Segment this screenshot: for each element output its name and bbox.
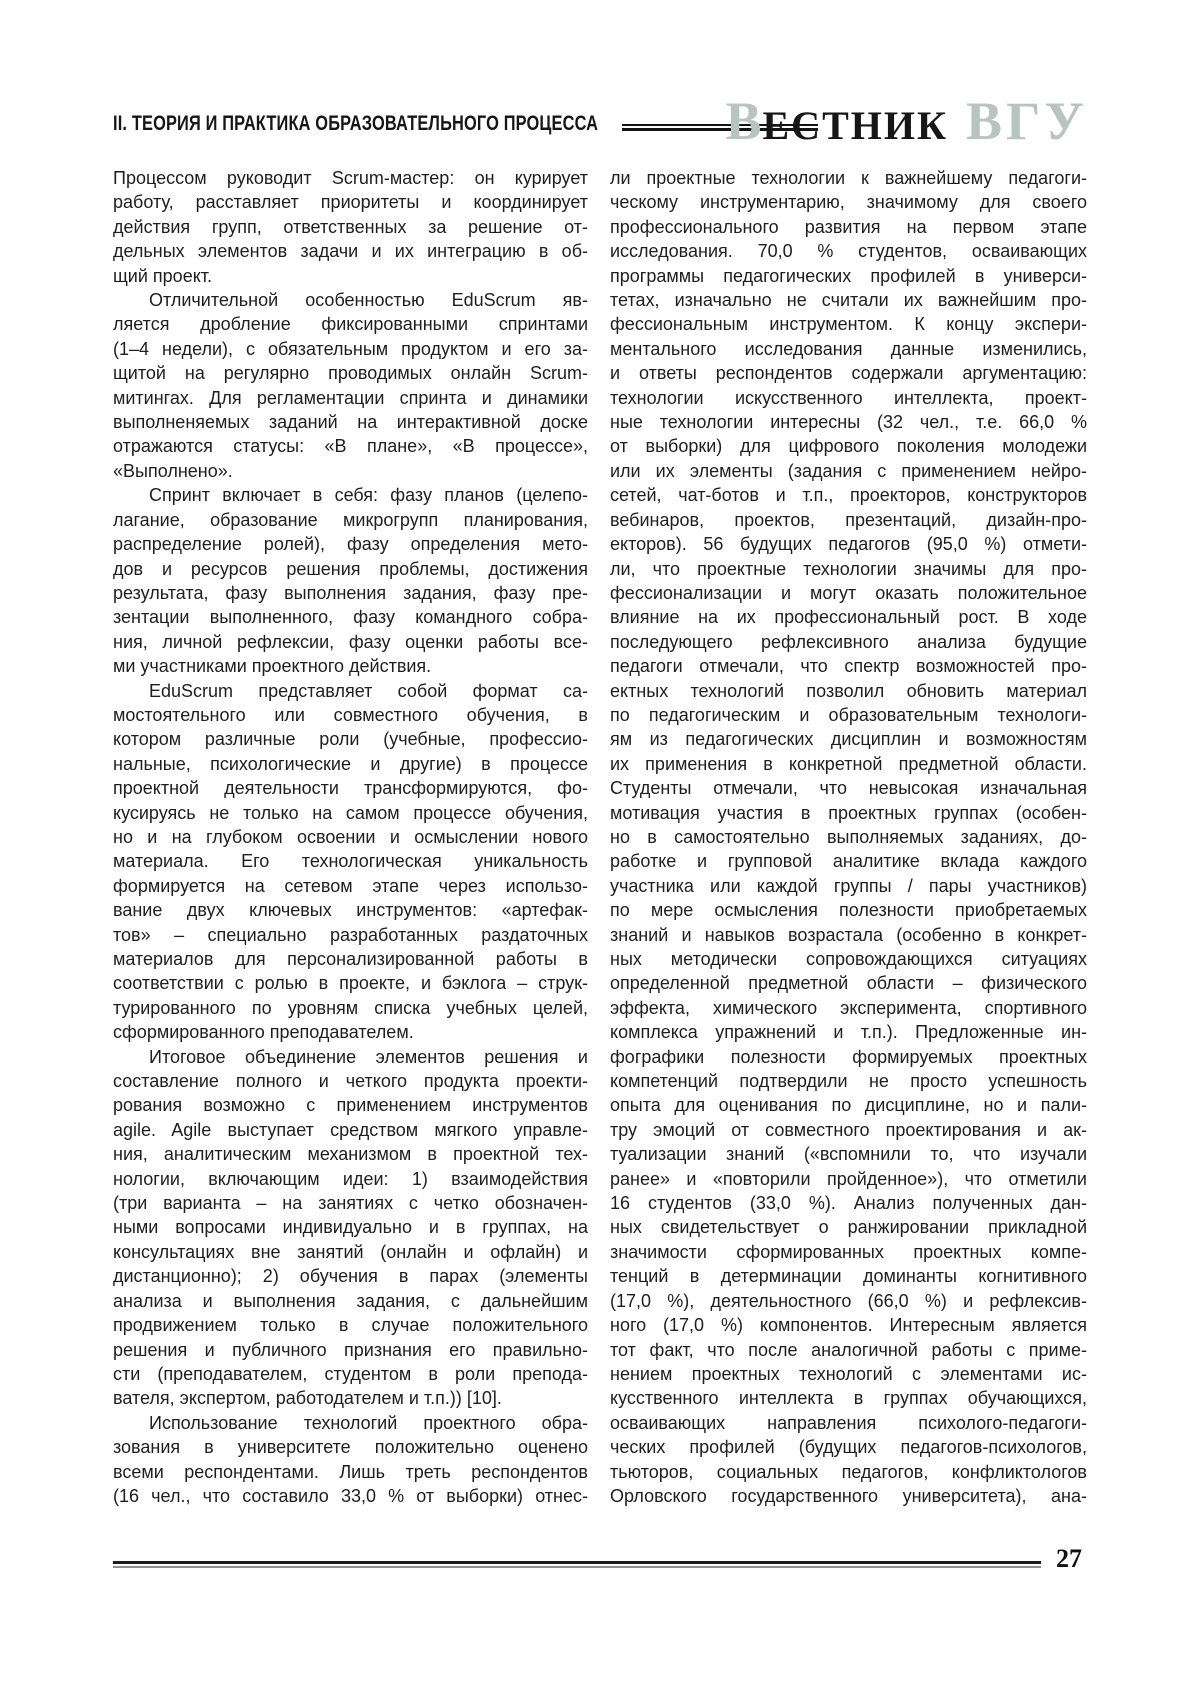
text-line: вебинаров, проектов, презентаций, дизайн-про- — [610, 509, 1087, 530]
text-line: сформированного преподавателем. — [113, 1022, 414, 1043]
text-line: решения и публичного признания его правильно- — [113, 1339, 588, 1360]
text-line: (17,0 %), деятельностного (66,0 %) и рефлексив- — [610, 1290, 1087, 1311]
text-line: ного (17,0 %) компонентов. Интересным является — [610, 1315, 1087, 1336]
text-line: или их элементы (задания с применением нейро- — [610, 460, 1087, 481]
text-line: технологии искусственного интеллекта, проект- — [610, 387, 1087, 408]
text-line: кусственного интеллекта в группах обучающихся, — [610, 1388, 1087, 1409]
text-line: выполненяемых заданий на интерактивной доске — [113, 412, 588, 433]
text-line: фессиональным инструментом. К концу экспери- — [610, 314, 1087, 335]
text-line: от выборки) для цифрового поколения молодежи — [610, 436, 1087, 457]
text-line: работке и групповой аналитике вклада каждого — [610, 851, 1087, 872]
journal-logo — [725, 91, 1088, 151]
paragraph — [113, 288, 588, 483]
text-line: зования в университете положительно оценено — [113, 1437, 588, 1458]
text-line: ляется дробление фиксированными спринтами — [113, 314, 588, 335]
text-line: работу, расставляет приоритеты и координирует — [113, 192, 588, 213]
right-text-column — [610, 166, 1087, 1508]
text-line: материалов для персонализированной работы в — [113, 949, 588, 969]
text-line: agile. Agile выступает средством мягкого управле- — [113, 1119, 588, 1140]
text-line: вание двух ключевых инструментов: «артефак- — [113, 900, 588, 921]
text-line: ные технологии интересны (32 чел., т.е. 66,0 % — [610, 412, 1087, 433]
text-line: лагание, образование микрогрупп планирования, — [113, 509, 588, 530]
text-line: формируется на сетевом этапе через использо- — [113, 875, 588, 896]
text-line: продвижением только в случае положительного — [113, 1315, 588, 1336]
text-line: осваивающих направления психолого-педагоги- — [610, 1412, 1087, 1433]
logo-initial-letter: В — [725, 91, 763, 151]
section-running-title: II. ТЕОРИЯ И ПРАКТИКА ОБРАЗОВАТЕЛЬНОГО ПРОЦЕССА — [113, 112, 599, 135]
text-line: рования возможно с применением инструментов — [113, 1095, 588, 1116]
text-line: ными вопросами индивидуально и в группах, на — [113, 1217, 588, 1238]
paragraph — [113, 1045, 588, 1411]
paragraph — [113, 1411, 588, 1509]
text-line: Процессом руководит Scrum-мастер: он курирует — [113, 168, 588, 188]
text-line: «Выполнено». — [113, 460, 233, 481]
text-line: (16 чел., что составило 33,0 % от выборки) отнес- — [113, 1485, 588, 1506]
text-line: ми участниками проектного действия. — [113, 656, 432, 677]
paragraph — [113, 483, 588, 678]
text-line: результата, фазу выполнения задания, фазу пре- — [113, 582, 588, 603]
text-line: кусируясь не только на самом процессе обучения, — [113, 802, 588, 823]
text-line: ментального исследования данные изменились, — [610, 338, 1087, 359]
text-line: ния, личной рефлексии, фазу оценки работы все- — [113, 631, 588, 652]
text-line: Использование технологий проектного обра- — [149, 1412, 588, 1433]
logo-rest-letters: ЕСТНИК — [762, 103, 948, 148]
text-line: сти (преподавателем, студентом в роли препода- — [113, 1363, 588, 1384]
text-line: екторов). 56 будущих педагогов (95,0 %) отмети- — [610, 534, 1087, 555]
text-line: тьюторов, социальных педагогов, конфликтологов — [610, 1461, 1087, 1482]
text-line: проектной деятельности трансформируются, фо- — [113, 778, 588, 799]
paragraph — [610, 166, 1087, 1508]
text-line: (1–4 недели), с обязательным продуктом и его за- — [113, 338, 588, 359]
text-line: опыта для оценивания по дисциплине, но и пали- — [610, 1095, 1087, 1116]
text-line: Орловского государственного университета), ана- — [610, 1485, 1087, 1506]
text-line: ям из педагогических дисциплин и возможностям — [610, 729, 1087, 750]
text-line: знаний и навыков возрастала (особенно в конкрет- — [610, 924, 1087, 945]
text-line: анализа и выполнения задания, с дальнейшим — [113, 1290, 588, 1311]
text-line: составление полного и четкого продукта проекти- — [113, 1071, 588, 1092]
text-line: котором различные роли (учебные, профессио- — [113, 729, 588, 750]
text-line: материала. Его технологическая уникальность — [113, 851, 588, 872]
text-line: мотивация участия в проектных группах (особен- — [610, 802, 1087, 823]
text-line: программы педагогических профилей в универси- — [610, 265, 1087, 286]
text-line: ранее» и «повторили пройденное»), что отметили — [610, 1168, 1087, 1189]
text-line: тетах, изначально не считали их важнейшим про- — [610, 290, 1087, 311]
text-line: по мере осмысления полезности приобретаемых — [610, 900, 1087, 921]
text-line: митингах. Для регламентации спринта и динамики — [113, 387, 588, 408]
text-line: значимости сформированных проектных компе- — [610, 1241, 1087, 1262]
text-line: ектных технологий позволил обновить материал — [610, 680, 1087, 701]
page-number: 27 — [1056, 1544, 1082, 1573]
text-line: тов» – специально разработанных раздаточных — [113, 924, 588, 945]
text-line: тру эмоций от совместного проектирования и ак- — [610, 1119, 1087, 1140]
text-line: распределение ролей), фазу определения мето- — [113, 534, 588, 555]
left-text-column — [113, 166, 588, 1508]
text-line: определенной предметной области – физического — [610, 973, 1087, 994]
text-line: по педагогическим и образовательным технологи- — [610, 704, 1087, 725]
text-line: их применения в конкретной предметной области. — [610, 753, 1087, 774]
text-line: сетей, чат-ботов и т.п., проекторов, конструкторов — [610, 485, 1087, 506]
text-line: педагоги отмечали, что спектр возможностей про- — [610, 656, 1087, 677]
text-line: отражаются статусы: «В плане», «В процессе», — [113, 436, 588, 457]
text-line: ных методически сопровождающихся ситуациях — [610, 949, 1087, 969]
text-line: ческому инструментарию, значимому для своего — [610, 192, 1087, 213]
text-line: 16 студентов (33,0 %). Анализ полученных дан- — [610, 1193, 1087, 1214]
text-line: ли, что проектные технологии значимы для про- — [610, 558, 1087, 579]
text-line: профессионального развития на первом этапе — [610, 216, 1087, 237]
text-line: дельных элементов задачи и их интеграцию в об- — [113, 241, 588, 262]
text-line: (три варианта – на занятиях с четко обозначен- — [113, 1193, 588, 1214]
text-line: всеми респондентами. Лишь треть респондентов — [113, 1461, 588, 1482]
text-line: эффекта, химического эксперимента, спортивного — [610, 997, 1087, 1018]
text-line: консультациях вне занятий (онлайн и офлайн) и — [113, 1241, 588, 1262]
text-line: турированного по уровням списка учебных целей, — [113, 997, 588, 1018]
text-line: комплекса упражнений и т.п.). Предложенные ин- — [610, 1022, 1087, 1043]
text-line: дистанционно); 2) обучения в парах (элементы — [113, 1266, 588, 1287]
text-line: дов и ресурсов решения проблемы, достижения — [113, 558, 588, 579]
text-line: соответствии с ролью в проекте, и бэклога – струк- — [113, 973, 588, 994]
text-line: зентации выполненного, фазу командного собра- — [113, 607, 588, 628]
text-line: компетенций подтвердили не просто успешность — [610, 1071, 1087, 1092]
text-line: исследования. 70,0 % студентов, осваивающих — [610, 241, 1087, 262]
text-line: ных свидетельствует о ранжировании прикладной — [610, 1217, 1087, 1238]
text-line: но в самостоятельно выполняемых заданиях, до- — [610, 826, 1087, 847]
text-line: нением проектных технологий с элементами ис- — [610, 1363, 1087, 1384]
text-line: последующего рефлексивного анализа будущие — [610, 631, 1087, 652]
text-line: ли проектные технологии к важнейшему педагоги- — [610, 168, 1087, 188]
footer-rule — [113, 1561, 1041, 1568]
text-line: и ответы респондентов содержали аргументацию: — [610, 363, 1087, 384]
text-line: участника или каждой группы / пары участников) — [610, 875, 1087, 896]
text-line: вателя, экспертом, работодателем и т.п.)) [10]. — [113, 1388, 502, 1409]
logo-university-abbr: ВГУ — [965, 91, 1088, 151]
text-line: действия групп, ответственных за решение от- — [113, 216, 588, 237]
text-line: нологии, включающим идеи: 1) взаимодействия — [113, 1168, 588, 1189]
text-line: EduScrum представляет собой формат са- — [149, 680, 588, 701]
text-line: щий проект. — [113, 265, 213, 286]
text-line: Спринт включает в себя: фазу планов (целепо- — [149, 485, 588, 506]
paragraph — [113, 679, 588, 1045]
paragraph — [113, 166, 588, 288]
text-line: фографики полезности формируемых проектных — [610, 1046, 1087, 1067]
text-line: нальные, психологические и другие) в процессе — [113, 753, 588, 774]
text-line: Итоговое объединение элементов решения и — [149, 1046, 588, 1067]
text-line: ния, аналитическим механизмом в проектной тех- — [113, 1144, 588, 1165]
text-line: фессионализации и могут оказать положительное — [610, 582, 1087, 603]
text-line: Отличительной особенностью EduScrum яв- — [149, 290, 588, 311]
text-line: мостоятельного или совместного обучения, в — [113, 704, 588, 725]
text-line: щитой на регулярно проводимых онлайн Scrum- — [113, 363, 588, 384]
text-line: тенций в детерминации доминанты когнитивного — [610, 1266, 1087, 1287]
text-line: туализации знаний («вспомнили то, что изучали — [610, 1144, 1087, 1165]
text-line: влияние на их профессиональный рост. В ходе — [610, 607, 1087, 628]
text-line: ческих профилей (будущих педагогов-психологов, — [610, 1437, 1087, 1458]
text-line: тот факт, что после аналогичной работы с приме- — [610, 1339, 1087, 1360]
text-line: Студенты отмечали, что невысокая изначальная — [610, 778, 1087, 799]
text-line: но и на глубоком освоении и осмыслении нового — [113, 826, 588, 847]
